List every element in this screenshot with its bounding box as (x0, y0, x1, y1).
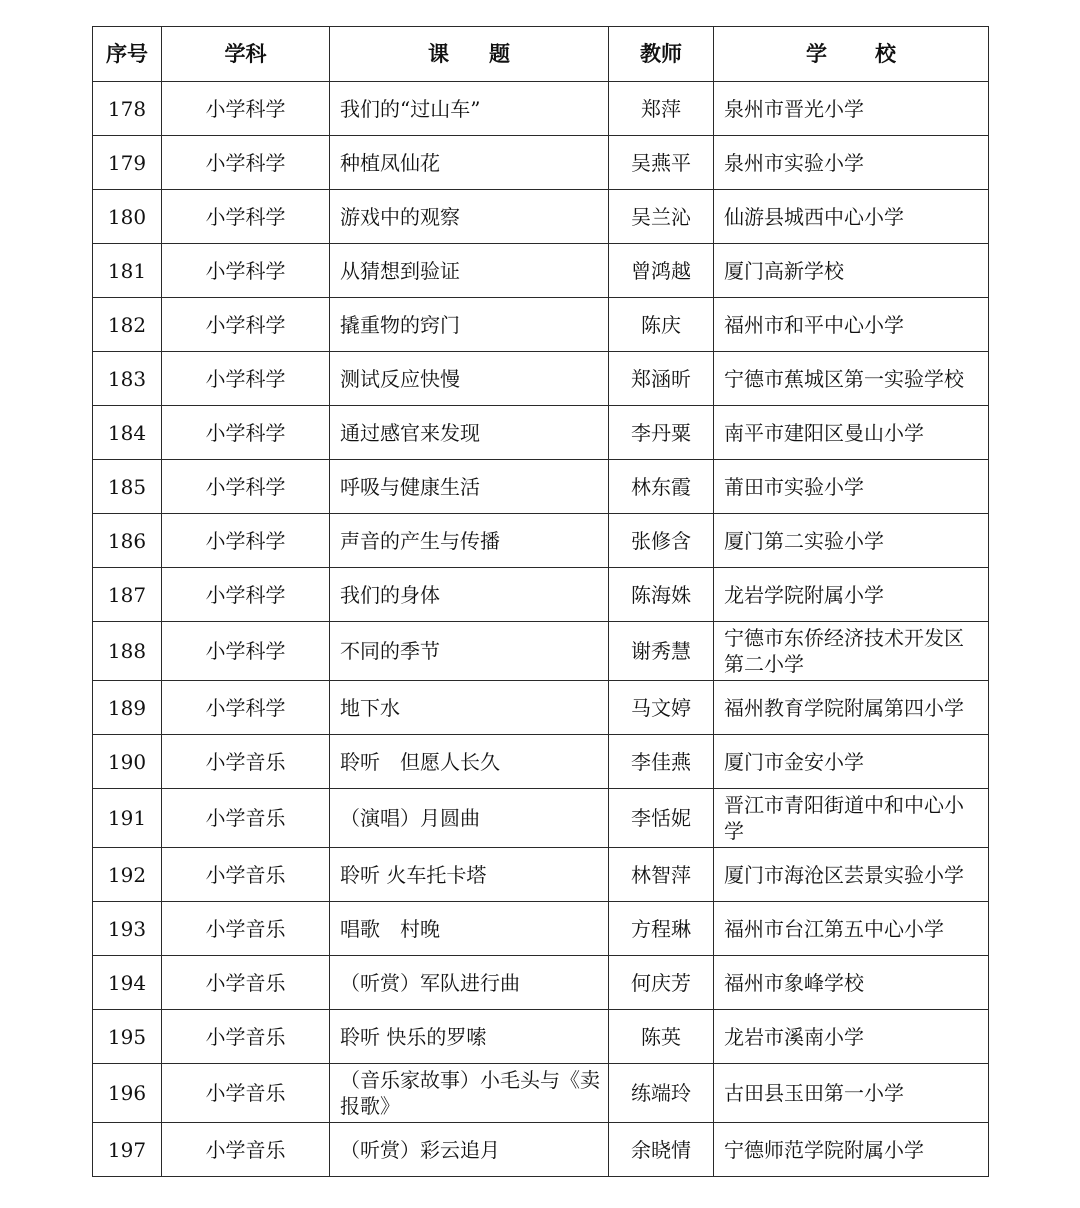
cell-teacher: 张修含 (609, 514, 714, 568)
cell-topic: （听赏）彩云追月 (330, 1123, 609, 1177)
cell-subject: 小学科学 (162, 622, 330, 681)
cell-school: 厦门高新学校 (714, 244, 989, 298)
cell-topic: 种植凤仙花 (330, 136, 609, 190)
cell-subject: 小学音乐 (162, 1064, 330, 1123)
cell-subject: 小学科学 (162, 136, 330, 190)
table-row (93, 82, 989, 136)
cell-num: 181 (93, 244, 162, 298)
cell-school: 宁德市蕉城区第一实验学校 (714, 352, 989, 406)
cell-school: 龙岩学院附属小学 (714, 568, 989, 622)
cell-teacher: 吴兰沁 (609, 190, 714, 244)
cell-num: 178 (93, 82, 162, 136)
table-row (93, 514, 989, 568)
cell-num: 196 (93, 1064, 162, 1123)
cell-teacher: 曾鸿越 (609, 244, 714, 298)
cell-teacher: 何庆芳 (609, 956, 714, 1010)
cell-num: 179 (93, 136, 162, 190)
cell-topic: 呼吸与健康生活 (330, 460, 609, 514)
cell-teacher: 李丹粟 (609, 406, 714, 460)
cell-topic: 通过感官来发现 (330, 406, 609, 460)
cell-teacher: 陈庆 (609, 298, 714, 352)
table-row (93, 352, 989, 406)
cell-school: 厦门市海沧区芸景实验小学 (714, 848, 989, 902)
table-row (93, 735, 989, 789)
cell-teacher: 李恬妮 (609, 789, 714, 848)
cell-subject: 小学科学 (162, 244, 330, 298)
cell-topic: 地下水 (330, 681, 609, 735)
cell-num: 194 (93, 956, 162, 1010)
cell-teacher: 练端玲 (609, 1064, 714, 1123)
cell-topic: 不同的季节 (330, 622, 609, 681)
cell-topic: （演唱）月圆曲 (330, 789, 609, 848)
cell-subject: 小学科学 (162, 568, 330, 622)
cell-teacher: 林东霞 (609, 460, 714, 514)
cell-topic: 我们的身体 (330, 568, 609, 622)
cell-subject: 小学科学 (162, 681, 330, 735)
cell-topic: （音乐家故事）小毛头与《卖报歌》 (330, 1064, 609, 1123)
header-num: 序号 (93, 27, 162, 82)
table-row (93, 1064, 989, 1123)
cell-school: 福州教育学院附属第四小学 (714, 681, 989, 735)
cell-subject: 小学音乐 (162, 848, 330, 902)
cell-teacher: 吴燕平 (609, 136, 714, 190)
table-row (93, 789, 989, 848)
cell-teacher: 陈海姝 (609, 568, 714, 622)
cell-num: 185 (93, 460, 162, 514)
cell-subject: 小学音乐 (162, 956, 330, 1010)
cell-topic: 游戏中的观察 (330, 190, 609, 244)
table-row (93, 848, 989, 902)
table-row (93, 681, 989, 735)
cell-num: 180 (93, 190, 162, 244)
cell-teacher: 陈英 (609, 1010, 714, 1064)
cell-num: 190 (93, 735, 162, 789)
cell-teacher: 郑萍 (609, 82, 714, 136)
header-topic: 课题 (330, 27, 609, 82)
cell-subject: 小学科学 (162, 460, 330, 514)
table-row (93, 298, 989, 352)
cell-subject: 小学科学 (162, 298, 330, 352)
cell-num: 183 (93, 352, 162, 406)
cell-subject: 小学科学 (162, 406, 330, 460)
cell-school: 福州市台江第五中心小学 (714, 902, 989, 956)
table-row (93, 1010, 989, 1064)
header-school: 学校 (714, 27, 989, 82)
cell-topic: 撬重物的窍门 (330, 298, 609, 352)
cell-topic: 聆听 但愿人长久 (330, 735, 609, 789)
cell-subject: 小学科学 (162, 352, 330, 406)
cell-teacher: 余晓情 (609, 1123, 714, 1177)
cell-school: 莆田市实验小学 (714, 460, 989, 514)
cell-subject: 小学科学 (162, 82, 330, 136)
cell-school: 宁德师范学院附属小学 (714, 1123, 989, 1177)
cell-school: 泉州市实验小学 (714, 136, 989, 190)
cell-school: 宁德市东侨经济技术开发区第二小学 (714, 622, 989, 681)
table-row (93, 902, 989, 956)
header-subject: 学科 (162, 27, 330, 82)
header-row (93, 27, 989, 82)
header-teacher: 教师 (609, 27, 714, 82)
cell-subject: 小学音乐 (162, 1123, 330, 1177)
cell-subject: 小学音乐 (162, 789, 330, 848)
cell-num: 192 (93, 848, 162, 902)
table-row (93, 622, 989, 681)
cell-num: 191 (93, 789, 162, 848)
cell-topic: 声音的产生与传播 (330, 514, 609, 568)
table-row (93, 136, 989, 190)
cell-school: 福州市象峰学校 (714, 956, 989, 1010)
cell-school: 南平市建阳区曼山小学 (714, 406, 989, 460)
cell-num: 186 (93, 514, 162, 568)
cell-topic: 唱歌 村晚 (330, 902, 609, 956)
cell-school: 晋江市青阳街道中和中心小学 (714, 789, 989, 848)
cell-teacher: 方程琳 (609, 902, 714, 956)
table-row (93, 568, 989, 622)
cell-teacher: 马文婷 (609, 681, 714, 735)
cell-teacher: 林智萍 (609, 848, 714, 902)
cell-topic: 从猜想到验证 (330, 244, 609, 298)
course-list-table (92, 26, 989, 1177)
cell-num: 189 (93, 681, 162, 735)
cell-num: 182 (93, 298, 162, 352)
table-row (93, 190, 989, 244)
cell-subject: 小学科学 (162, 190, 330, 244)
cell-school: 仙游县城西中心小学 (714, 190, 989, 244)
cell-topic: （听赏）军队进行曲 (330, 956, 609, 1010)
cell-school: 厦门市金安小学 (714, 735, 989, 789)
cell-teacher: 郑涵昕 (609, 352, 714, 406)
table-body (93, 82, 989, 1177)
table-row (93, 406, 989, 460)
table-row (93, 244, 989, 298)
table-row (93, 956, 989, 1010)
cell-num: 195 (93, 1010, 162, 1064)
cell-school: 福州市和平中心小学 (714, 298, 989, 352)
cell-school: 古田县玉田第一小学 (714, 1064, 989, 1123)
cell-num: 184 (93, 406, 162, 460)
cell-num: 188 (93, 622, 162, 681)
cell-topic: 聆听 快乐的罗嗦 (330, 1010, 609, 1064)
table-row (93, 460, 989, 514)
cell-topic: 聆听 火车托卡塔 (330, 848, 609, 902)
cell-topic: 我们的“过山车” (330, 82, 609, 136)
cell-num: 193 (93, 902, 162, 956)
cell-school: 厦门第二实验小学 (714, 514, 989, 568)
cell-subject: 小学科学 (162, 514, 330, 568)
cell-subject: 小学音乐 (162, 1010, 330, 1064)
cell-teacher: 谢秀慧 (609, 622, 714, 681)
cell-subject: 小学音乐 (162, 902, 330, 956)
cell-school: 龙岩市溪南小学 (714, 1010, 989, 1064)
cell-school: 泉州市晋光小学 (714, 82, 989, 136)
cell-teacher: 李佳燕 (609, 735, 714, 789)
cell-num: 187 (93, 568, 162, 622)
cell-num: 197 (93, 1123, 162, 1177)
cell-topic: 测试反应快慢 (330, 352, 609, 406)
table-header (93, 27, 989, 82)
cell-subject: 小学音乐 (162, 735, 330, 789)
table-row (93, 1123, 989, 1177)
